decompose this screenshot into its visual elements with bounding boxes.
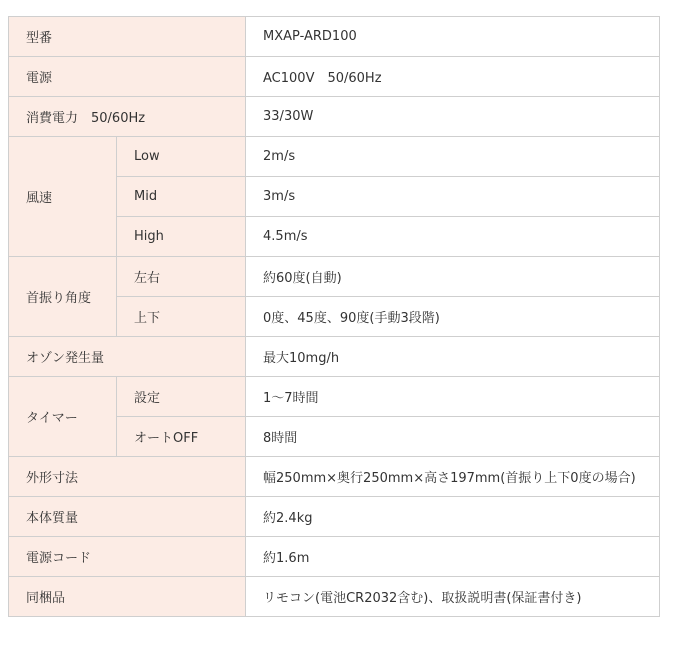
spec-value-dimensions: 幅250mm×奥行250mm×高さ197mm(首振り上下0度の場合)	[246, 457, 660, 497]
spec-sublabel-swing-horizontal: 左右	[117, 257, 246, 297]
table-row-swing-horizontal	[9, 257, 660, 297]
spec-value-timer-setting: 1～7時間	[246, 377, 660, 417]
spec-value-swing-horizontal: 約60度(自動)	[246, 257, 660, 297]
spec-value-included: リモコン(電池CR2032含む)、取扱説明書(保証書付き)	[246, 577, 660, 617]
table-row-power-source	[9, 57, 660, 97]
table-row-timer-setting	[9, 377, 660, 417]
spec-value-wind-low: 2m/s	[246, 137, 660, 177]
spec-label-included: 同梱品	[9, 577, 246, 617]
spec-sublabel-wind-low: Low	[117, 137, 246, 177]
spec-sublabel-timer-auto-off: オートOFF	[117, 417, 246, 457]
spec-table	[8, 16, 660, 617]
spec-label-timer: タイマー	[9, 377, 117, 457]
spec-value-weight: 約2.4kg	[246, 497, 660, 537]
spec-value-swing-vertical: 0度、45度、90度(手動3段階)	[246, 297, 660, 337]
spec-value-power-source: AC100V 50/60Hz	[246, 57, 660, 97]
spec-sublabel-wind-high: High	[117, 217, 246, 257]
spec-label-swing-angle: 首振り角度	[9, 257, 117, 337]
spec-sublabel-timer-setting: 設定	[117, 377, 246, 417]
table-row-dimensions	[9, 457, 660, 497]
spec-value-cord: 約1.6m	[246, 537, 660, 577]
spec-sublabel-swing-vertical: 上下	[117, 297, 246, 337]
spec-value-timer-auto-off: 8時間	[246, 417, 660, 457]
spec-label-power-source: 電源	[9, 57, 246, 97]
table-row-cord	[9, 537, 660, 577]
spec-value-wind-mid: 3m/s	[246, 177, 660, 217]
table-row-included	[9, 577, 660, 617]
table-row-model	[9, 17, 660, 57]
table-row-power-consumption	[9, 97, 660, 137]
table-row-ozone	[9, 337, 660, 377]
spec-value-power-consumption: 33/30W	[246, 97, 660, 137]
spec-value-ozone: 最大10mg/h	[246, 337, 660, 377]
spec-label-ozone: オゾン発生量	[9, 337, 246, 377]
spec-label-cord: 電源コード	[9, 537, 246, 577]
spec-label-weight: 本体質量	[9, 497, 246, 537]
table-row-wind-speed-low	[9, 137, 660, 177]
spec-value-wind-high: 4.5m/s	[246, 217, 660, 257]
spec-label-power-consumption: 消費電力 50/60Hz	[9, 97, 246, 137]
spec-label-model: 型番	[9, 17, 246, 57]
spec-label-wind-speed: 風速	[9, 137, 117, 257]
spec-label-dimensions: 外形寸法	[9, 457, 246, 497]
spec-sublabel-wind-mid: Mid	[117, 177, 246, 217]
table-row-weight	[9, 497, 660, 537]
spec-value-model: MXAP-ARD100	[246, 17, 660, 57]
